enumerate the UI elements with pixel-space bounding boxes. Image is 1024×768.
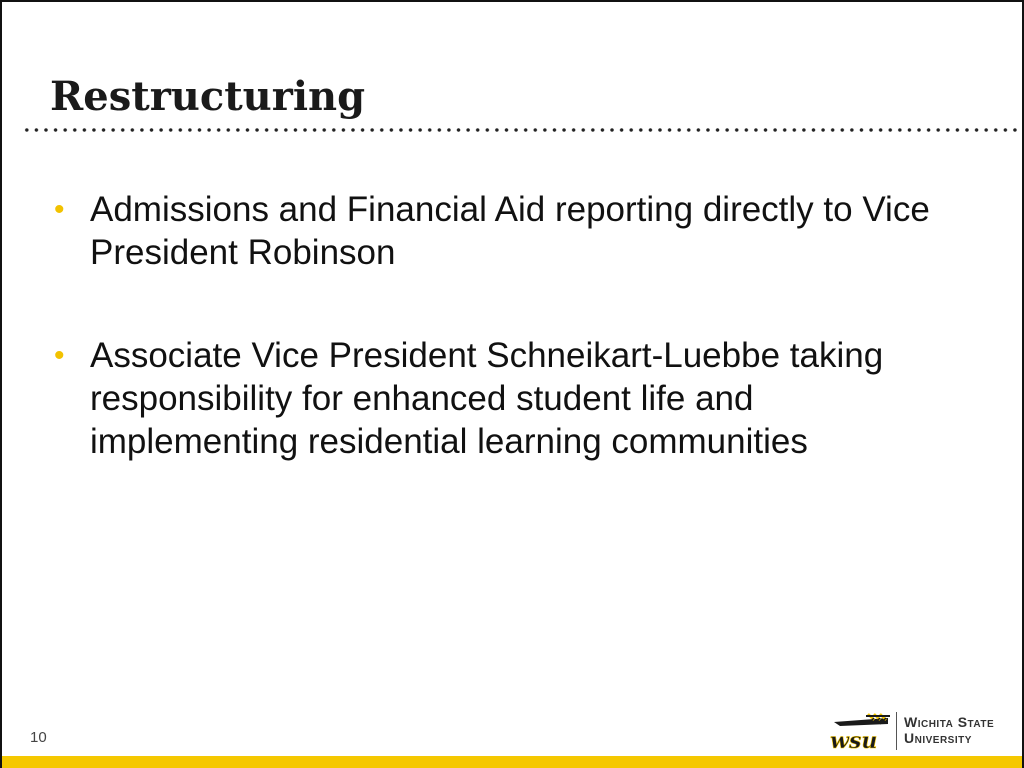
logo-mark-text: wsu — [830, 728, 878, 752]
bullet-marker: • — [54, 193, 65, 226]
logo-divider — [896, 712, 897, 750]
bullet-item — [50, 188, 930, 274]
wichita-state-logo — [828, 710, 1008, 752]
title-dotted-divider — [22, 127, 1024, 133]
bottom-accent-bar — [2, 756, 1024, 768]
wsu-shocker-logo-icon — [828, 710, 892, 752]
bullet-list — [50, 188, 930, 523]
bullet-item — [50, 334, 930, 463]
logo-wordmark — [904, 714, 994, 746]
slide-title: Restructuring — [50, 73, 366, 120]
logo-line-2: University — [904, 730, 972, 746]
page-number: 10 — [30, 729, 47, 746]
bullet-text: Admissions and Financial Aid reporting directly to Vice President Robinson — [90, 190, 930, 272]
bullet-marker: • — [54, 339, 65, 372]
bullet-text: Associate Vice President Schneikart-Luebbe taking responsibility for enhanced student life and implementing residential learning communities — [90, 336, 884, 461]
logo-line-1: Wichita State — [904, 714, 995, 730]
